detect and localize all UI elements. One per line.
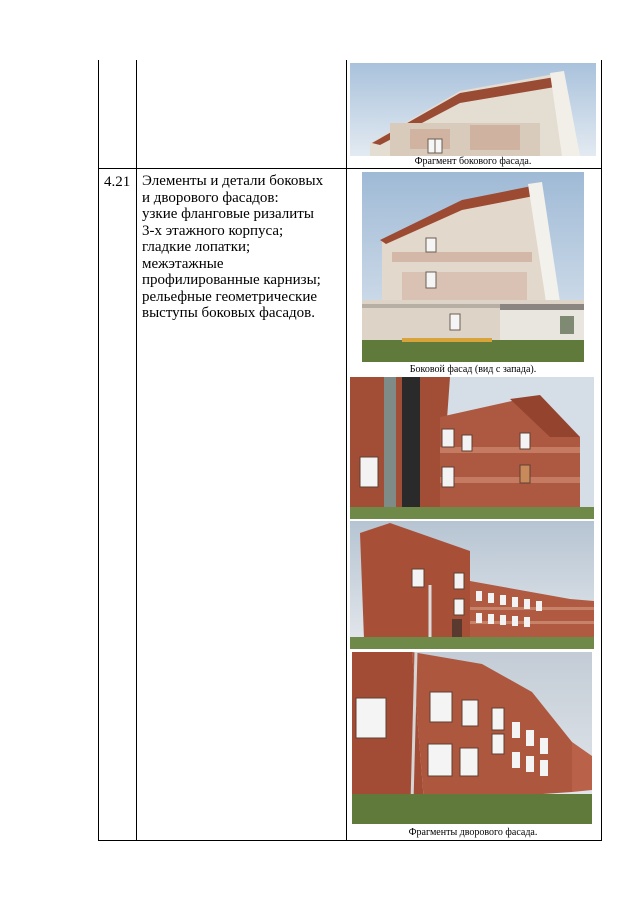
description-line: Элементы и детали боковых bbox=[142, 173, 324, 189]
row-divider bbox=[98, 168, 602, 169]
table-border-left bbox=[98, 60, 99, 841]
description-line: профилированные карнизы; bbox=[142, 272, 321, 288]
table-border-bottom bbox=[98, 840, 602, 841]
caption-side-facade-fragment: Фрагмент бокового фасада. bbox=[414, 156, 532, 167]
caption-courtyard-facade: Фрагменты дворового фасада. bbox=[408, 827, 538, 838]
column-divider-number bbox=[136, 60, 137, 841]
photo-courtyard-facade-3 bbox=[352, 652, 592, 824]
description-line: 3-х этажного корпуса; bbox=[142, 222, 284, 239]
description-line: межэтажные bbox=[142, 255, 224, 272]
photo-courtyard-facade-2 bbox=[350, 521, 594, 649]
table-border-right bbox=[601, 60, 602, 841]
caption-side-facade-west: Боковой фасад (вид с запада). bbox=[409, 364, 537, 375]
description-line: и дворового фасадов: bbox=[142, 189, 279, 206]
photo-side-facade-fragment bbox=[350, 63, 596, 156]
row-number: 4.21 bbox=[104, 174, 131, 190]
photo-side-facade-west bbox=[362, 172, 584, 362]
row-description bbox=[142, 173, 342, 322]
photo-courtyard-facade-1 bbox=[350, 377, 594, 519]
description-line: узкие фланговые ризалиты bbox=[142, 206, 314, 222]
description-line: гладкие лопатки; bbox=[142, 239, 251, 255]
description-line: выступы боковых фасадов. bbox=[142, 305, 315, 321]
description-line: рельефные геометрические bbox=[142, 288, 318, 305]
column-divider-description bbox=[346, 60, 347, 841]
